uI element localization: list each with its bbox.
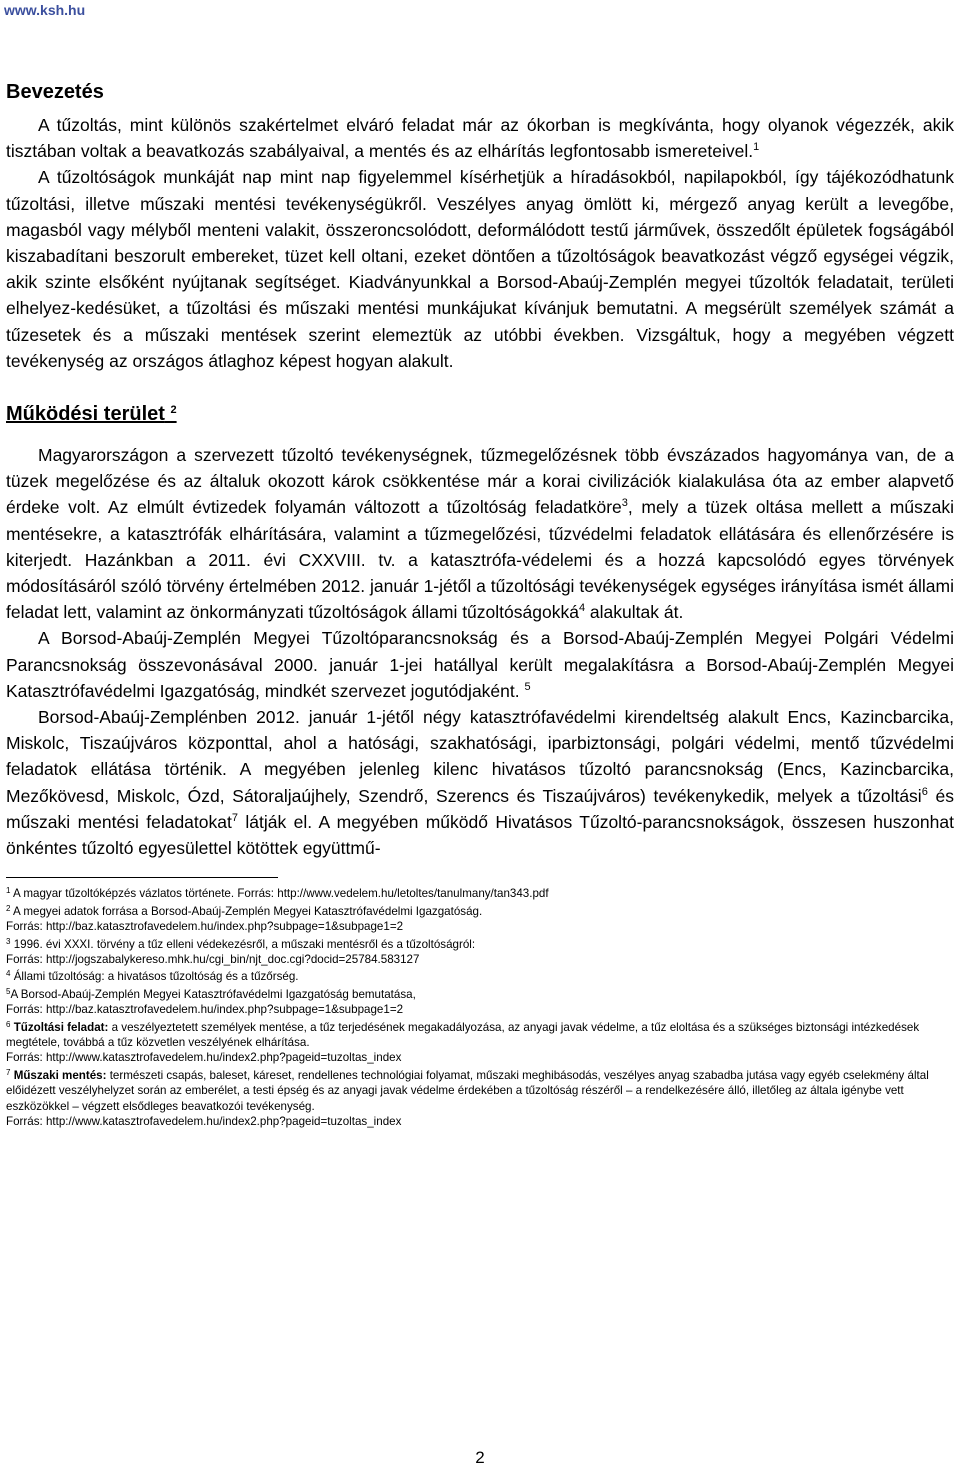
footnotes [6, 886, 954, 1129]
footnote-ref-3[interactable]: 3 [621, 497, 628, 510]
page-content [6, 78, 954, 1131]
area-paragraph-3: Borsod-Abaúj-Zemplénben 2012. január 1-jétől négy katasztrófavédelmi kirendeltség alakult Encs, Kazincbarcika, Miskolc, Tiszaújváros központtal, ahol a hatósági, szakhatósági, iparbiztonsági, polgári védelmi, mentő tűzvédelmi feladatok ellátása történik. A megyében jelenleg kilenc hivatásos tűzoltó parancsnokság (Encs, Kazincbarcika, Mezőkövesd, Miskolc, Ózd, Sátoraljaújhely, Szendrő, Szerencs és Tiszaújváros) tevékenykedik, melyek a tűzoltási$^6$ és műszaki mentési feladatokat$^7$ látják el. A megyében működő Hivatásos Tűzoltó-parancsnokságok, összesen huszonhat önkéntes tűzoltó egyesülettel kötöttek együttmű- [6, 707, 954, 859]
footnote-2-source: Forrás: http://baz.katasztrofavedelem.hu/index.php?subpage=1&subpage1=2 [6, 920, 404, 934]
area-paragraph-1: Magyarországon a szervezett tűzoltó tevékenységnek, tűzmegelőzésnek több évszázados hagyománya van, de a tüzek megelőzése és az általuk okozott károk csökkentése már a korai civilizációk kialakulása óta az ember alapvető érdeke volt. Az elmúlt évtizedek folyamán változott a tűzoltóság feladatköre$^3$, mely a tüzek oltása mellett a műszaki mentésekre, a katasztrófák elhárítására, valamint a tűzmegelőzési, tűzvédelmi feladatok ellátására és ellenőrzésére is kiterjedt. Hazánkban a 2011. évi CXXVIII. tv. a katasztrófa-védelemi és a hozzá kapcsolódó egyes törvények módosításáról szóló törvény értelmében 2012. január 1-jétől a tűzoltósági tevékenységek egységes irányítása ismét állami feladat lett, valamint az önkormányzati tűzoltóságok állami tűzoltóságokká$^4$ alakultak át. [6, 445, 954, 623]
footnote-5-source: Forrás: http://baz.katasztrofavedelem.hu/index.php?subpage=1&subpage1=2 [6, 1003, 404, 1017]
intro-paragraph-2: A tűzoltóságok munkáját nap mint nap figyelemmel kísérhetjük a híradásokból, napilapokból, így tájékozódhatunk tűzoltási, illetve műszaki mentési tevékenységükről. Veszélyes anyag ömlött ki, mérgező anyag került a levegőbe, magasból vagy mélyből menteni valakit, összeroncsolódott, deformálódott testű járművek, összedőlt épületek fogságából kiszabadítani beszorult embereket, tüzet kell oltani, ezeket döntően a tűzoltóságok beavatkozást végző egységei végzik, akik szinte elsőként nyújtanak segítséget. Kiadványunkkal a Borsod-Abaúj-Zemplén megyei tűzoltók feladatait, területi elhelyez-kedésüket, a tűzoltási és műszaki mentési munkájukat kívánjuk bemutatni. A megsérült személyek számát a tűzesetek és a műszaki mentések szerint elemeztük az utóbbi években. Vizsgáltuk, hogy a megyében végzett tevékenység az országos átlaghoz képest hogyan alakult. [6, 167, 954, 371]
footnote-ref-7[interactable]: 7 [231, 811, 238, 824]
footnote-7-source: Forrás: http://www.katasztrofavedelem.hu/index2.php?pageid=tuzoltas_index [6, 1114, 402, 1128]
footnote-1: $^1$ A magyar tűzoltóképzés vázlatos története. Forrás: http://www.vedelem.hu/letoltes/tanulmany/tan343.pdf [6, 886, 549, 901]
intro-paragraph-1: A tűzoltás, mint különös szakértelmet elváró feladat már az ókorban is megkívánta, hogy olyanok végezzék, akik tisztában voltak a beavatkozás szabályaival, a mentés és az elhárítás legfontosabb ismereteivel.$^1$ [6, 115, 954, 162]
footnote-3-source: Forrás: http://jogszabalykereso.mhk.hu/cgi_bin/njt_doc.cgi?docid=25784.583127 [6, 952, 420, 966]
footnote-5: $^5$A Borsod-Abaúj-Zemplén Megyei Katasztrófavédelmi Igazgatóság bemutatása, Forrás: http://baz.katasztrofavedelem.hu/index.php?subpage=1&subpage1=2 [6, 987, 954, 1018]
footnote-ref-4[interactable]: 4 [578, 602, 586, 615]
footnote-ref-5[interactable]: 5 [524, 680, 531, 693]
footnote-divider [6, 877, 278, 878]
site-url[interactable]: www.ksh.hu [4, 2, 86, 18]
footnote-6-source: Forrás: http://www.katasztrofavedelem.hu/index2.php?pageid=tuzoltas_index [6, 1051, 402, 1065]
area-paragraph-2: A Borsod-Abaúj-Zemplén Megyei Tűzoltóparancsnokság és a Borsod-Abaúj-Zemplén Megyei Polgári Védelmi Parancsnokság összevonásával 2000. január 1-jei hatállyal került megalakításra a Borsod-Abaúj-Zemplén Megyei Katasztrófavédelmi Igazgatóság, mindkét szervezet jogutódjaként. $^5$ [6, 628, 954, 701]
footnote-4: $^4$ Állami tűzoltóság: a hivatásos tűzoltóság és a tűzőrség. [6, 969, 299, 984]
footnote-ref-6[interactable]: 6 [921, 785, 928, 798]
page-number: 2 [475, 1448, 485, 1467]
footnote-2: $^2$ A megyei adatok forrása a Borsod-Abaúj-Zemplén Megyei Katasztrófavédelmi Igazgatóság. Forrás: http://baz.katasztrofavedelem.hu/index.php?subpage=1&subpage1=2 [6, 904, 954, 935]
footnote-6: $^6$ Tűzoltási feladat: a veszélyeztetett személyek mentése, a tűz terjedésének megakadályozása, az anyagi javak védelme, a tűz eloltása és a szükséges biztonsági intézkedések megtétele, továbbá a tűz közvetlen veszélyének elhárítása. Forrás: http://www.katasztrofavedelem.hu/index2.php?pageid=tuzoltas_index [6, 1020, 954, 1066]
section-heading-intro: Bevezetés [6, 81, 104, 103]
section-heading-area: Működési terület $^2$ [6, 403, 177, 426]
footnote-ref-2[interactable]: 2 [170, 404, 177, 417]
footnote-7: $^7$ Műszaki mentés: természeti csapás, baleset, káreset, rendellenes technológiai folyamat, műszaki meghibásodás, veszélyes anyag szabadba jutása vagy egyéb cselekmény által előidézett veszélyhelyzet során az emberélet, a testi épség és az anyagi javak védelme érdekében a tűzoltóság részéről – a rendelkezésére álló, illetőleg az általa igénybe vett eszközökkel – végzett elsődleges beavatkozói tevékenység. Forrás: http://www.katasztrofavedelem.hu/index2.php?pageid=tuzoltas_index [6, 1068, 954, 1130]
footnote-3: $^3$ 1996. évi XXXI. törvény a tűz elleni védekezésről, a műszaki mentésről és a tűzoltóságról: Forrás: http://jogszabalykereso.mhk.hu/cgi_bin/njt_doc.cgi?docid=25784.583127 [6, 937, 954, 968]
footnote-ref-1[interactable]: 1 [753, 141, 760, 154]
